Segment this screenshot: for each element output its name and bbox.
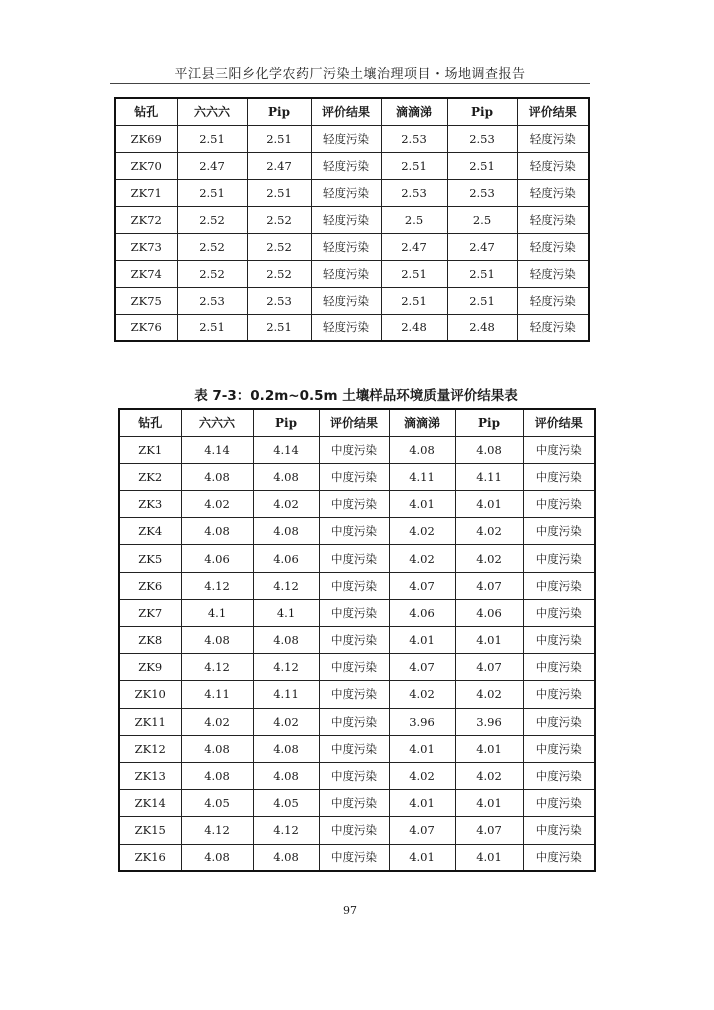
table-cell: 中度污染 [319, 627, 389, 654]
table-cell: 4.07 [389, 817, 455, 844]
table-cell: 中度污染 [523, 627, 595, 654]
table-cell: 中度污染 [523, 654, 595, 681]
table-cell: ZK10 [119, 681, 181, 708]
table-row [115, 314, 589, 341]
table-cell: 4.06 [181, 545, 253, 572]
table-cell: 4.02 [455, 681, 523, 708]
header-cell: 六六六 [181, 409, 253, 436]
table-row [115, 206, 589, 233]
table-cell: ZK9 [119, 654, 181, 681]
header-cell: Pip [455, 409, 523, 436]
header-cell: 六六六 [177, 98, 247, 125]
table-cell: 4.02 [455, 545, 523, 572]
table-cell: ZK3 [119, 491, 181, 518]
table-cell: 中度污染 [319, 654, 389, 681]
table-cell: 2.48 [381, 314, 447, 341]
table-row [119, 790, 595, 817]
table-cell: 2.51 [177, 125, 247, 152]
table-row [119, 572, 595, 599]
table-cell: 4.02 [253, 708, 319, 735]
table-cell: 4.02 [389, 681, 455, 708]
table-cell: 中度污染 [523, 599, 595, 626]
table-cell: 轻度污染 [517, 206, 589, 233]
table-header-row [119, 409, 595, 436]
table-cell: ZK16 [119, 844, 181, 871]
table-row [119, 599, 595, 626]
table-cell: 2.51 [447, 152, 517, 179]
header-cell: 评价结果 [523, 409, 595, 436]
table-row [119, 545, 595, 572]
table-cell: 4.01 [389, 844, 455, 871]
table-cell: 4.05 [181, 790, 253, 817]
table-cell: 中度污染 [523, 518, 595, 545]
table-cell: ZK72 [115, 206, 177, 233]
table-cell: 2.51 [381, 152, 447, 179]
table-cell: 中度污染 [319, 681, 389, 708]
table-cell: ZK74 [115, 260, 177, 287]
table-cell: ZK70 [115, 152, 177, 179]
table-cell: 中度污染 [523, 681, 595, 708]
table-cell: 2.51 [447, 260, 517, 287]
table-cell: 4.11 [253, 681, 319, 708]
table-cell: ZK4 [119, 518, 181, 545]
table-cell: 4.02 [253, 491, 319, 518]
table-cell: 中度污染 [319, 545, 389, 572]
table-cell: 轻度污染 [517, 260, 589, 287]
table-cell: 4.01 [389, 627, 455, 654]
table-cell: 4.08 [181, 518, 253, 545]
table-row [119, 627, 595, 654]
table-header-row [115, 98, 589, 125]
table-cell: 2.53 [381, 179, 447, 206]
table-row [119, 762, 595, 789]
header-cell: 评价结果 [311, 98, 381, 125]
table-cell: 中度污染 [319, 708, 389, 735]
table-cell: 中度污染 [523, 762, 595, 789]
table-cell: 2.51 [177, 314, 247, 341]
table-cell: 4.01 [389, 491, 455, 518]
table-cell: 4.02 [389, 518, 455, 545]
table-cell: 4.06 [389, 599, 455, 626]
table-cell: 4.05 [253, 790, 319, 817]
table-cell: 4.11 [181, 681, 253, 708]
table-cell: 4.08 [253, 463, 319, 490]
table-cell: 轻度污染 [311, 314, 381, 341]
page-number: 97 [343, 904, 357, 917]
table-cell: ZK73 [115, 233, 177, 260]
table-cell: ZK14 [119, 790, 181, 817]
table-cell: 4.12 [181, 817, 253, 844]
header-cell: Pip [247, 98, 311, 125]
table-cell: 4.07 [389, 654, 455, 681]
header-cell: Pip [447, 98, 517, 125]
table-cell: 4.08 [181, 844, 253, 871]
table-cell: 3.96 [389, 708, 455, 735]
table-cell: 4.02 [389, 762, 455, 789]
table-cell: 中度污染 [319, 599, 389, 626]
table-cell: 轻度污染 [517, 152, 589, 179]
table-cell: ZK69 [115, 125, 177, 152]
table-cell: ZK13 [119, 762, 181, 789]
header-cell: 评价结果 [319, 409, 389, 436]
table-cell: 4.01 [389, 790, 455, 817]
table-row [119, 817, 595, 844]
table-cell: 4.08 [181, 762, 253, 789]
header-cell: 滴滴涕 [381, 98, 447, 125]
table-cell: 2.51 [177, 179, 247, 206]
table-cell: 4.08 [253, 844, 319, 871]
table-cell: ZK12 [119, 735, 181, 762]
table-cell: 4.12 [253, 817, 319, 844]
table-cell: 4.08 [455, 436, 523, 463]
table-cell: 2.47 [247, 152, 311, 179]
table-cell: 2.51 [247, 125, 311, 152]
table-cell: 4.06 [253, 545, 319, 572]
table-cell: 4.02 [389, 545, 455, 572]
table-cell: 4.08 [253, 762, 319, 789]
table-cell: 4.14 [181, 436, 253, 463]
table-cell: 中度污染 [319, 463, 389, 490]
table-cell: 轻度污染 [517, 314, 589, 341]
table-cell: 4.12 [181, 654, 253, 681]
table-cell: 2.47 [177, 152, 247, 179]
page-header-title: 平江县三阳乡化学农药厂污染土壤治理项目・场地调查报告 [174, 67, 526, 82]
table-cell: 2.52 [247, 233, 311, 260]
table-cell: 轻度污染 [517, 233, 589, 260]
table-body [115, 125, 589, 341]
table-cell: 中度污染 [523, 844, 595, 871]
table-cell: ZK5 [119, 545, 181, 572]
header-cell: 滴滴涕 [389, 409, 455, 436]
table-cell: 中度污染 [523, 436, 595, 463]
table-cell: 4.02 [181, 491, 253, 518]
table-row [115, 125, 589, 152]
table-cell: 4.07 [389, 572, 455, 599]
table-row [119, 844, 595, 871]
table-cell: 4.02 [455, 762, 523, 789]
header-rule [110, 83, 590, 84]
table-cell: 轻度污染 [517, 179, 589, 206]
table-cell: 2.52 [247, 260, 311, 287]
table-cell: 2.53 [177, 287, 247, 314]
table-cell: 2.5 [447, 206, 517, 233]
table-cell: 4.01 [455, 790, 523, 817]
table-cell: 中度污染 [523, 463, 595, 490]
table-cell: ZK76 [115, 314, 177, 341]
soil-evaluation-table-7-3 [118, 408, 596, 872]
table-row [119, 735, 595, 762]
table-cell: 4.01 [389, 735, 455, 762]
table-cell: 2.53 [247, 287, 311, 314]
table-row [119, 708, 595, 735]
table-cell: ZK11 [119, 708, 181, 735]
table-cell: 中度污染 [523, 708, 595, 735]
table-cell: 4.08 [253, 518, 319, 545]
table-cell: 4.07 [455, 817, 523, 844]
table-cell: 中度污染 [319, 790, 389, 817]
table-cell: 轻度污染 [311, 179, 381, 206]
table-cell: 轻度污染 [311, 125, 381, 152]
table-cell: 2.52 [177, 260, 247, 287]
table-row [115, 287, 589, 314]
table-cell: 轻度污染 [517, 287, 589, 314]
table-cell: 中度污染 [319, 491, 389, 518]
header-cell: 评价结果 [517, 98, 589, 125]
table-cell: 2.5 [381, 206, 447, 233]
table-cell: 4.11 [389, 463, 455, 490]
table-cell: ZK71 [115, 179, 177, 206]
table-cell: 4.08 [181, 463, 253, 490]
table-cell: 中度污染 [319, 844, 389, 871]
table-cell: 4.12 [181, 572, 253, 599]
table-row [119, 436, 595, 463]
table-cell: 中度污染 [523, 572, 595, 599]
table-cell: 4.06 [455, 599, 523, 626]
table-cell: 2.48 [447, 314, 517, 341]
table-cell: ZK15 [119, 817, 181, 844]
table-cell: 中度污染 [523, 545, 595, 572]
table-cell: 4.02 [455, 518, 523, 545]
table-cell: 4.14 [253, 436, 319, 463]
table-cell: 4.12 [253, 654, 319, 681]
table-cell: 轻度污染 [517, 125, 589, 152]
table-cell: 2.53 [381, 125, 447, 152]
header-cell: 钻孔 [115, 98, 177, 125]
table-cell: ZK75 [115, 287, 177, 314]
table-cell: 2.51 [381, 260, 447, 287]
table-cell: 4.12 [253, 572, 319, 599]
table-cell: 4.01 [455, 627, 523, 654]
table-cell: 轻度污染 [311, 287, 381, 314]
table-row [115, 233, 589, 260]
table-row [115, 260, 589, 287]
table-cell: 4.1 [253, 599, 319, 626]
table-caption: 表 7-3：0.2m~0.5m 土壤样品环境质量评价结果表 [194, 388, 518, 404]
table-row [119, 518, 595, 545]
table-cell: 4.1 [181, 599, 253, 626]
table-row [119, 463, 595, 490]
table-cell: 2.53 [447, 179, 517, 206]
table-cell: 4.08 [181, 627, 253, 654]
table-cell: 轻度污染 [311, 233, 381, 260]
table-body [119, 436, 595, 871]
table-cell: 4.08 [181, 735, 253, 762]
table-cell: 中度污染 [319, 518, 389, 545]
table-cell: 2.47 [447, 233, 517, 260]
table-cell: 4.07 [455, 572, 523, 599]
header-cell: 钻孔 [119, 409, 181, 436]
table-cell: 2.52 [177, 233, 247, 260]
table-cell: ZK1 [119, 436, 181, 463]
table-cell: ZK6 [119, 572, 181, 599]
header-cell: Pip [253, 409, 319, 436]
table-cell: 中度污染 [319, 762, 389, 789]
table-cell: 中度污染 [319, 817, 389, 844]
table-cell: 中度污染 [523, 491, 595, 518]
table-row [115, 179, 589, 206]
table-cell: ZK2 [119, 463, 181, 490]
table-cell: 4.01 [455, 491, 523, 518]
table-cell: 中度污染 [319, 436, 389, 463]
table-cell: 中度污染 [523, 790, 595, 817]
table-cell: 轻度污染 [311, 152, 381, 179]
table-cell: 4.08 [253, 627, 319, 654]
table-cell: 4.07 [455, 654, 523, 681]
table-cell: 轻度污染 [311, 206, 381, 233]
table-cell: 4.01 [455, 844, 523, 871]
table-row [115, 152, 589, 179]
table-cell: 2.53 [447, 125, 517, 152]
table-cell: ZK8 [119, 627, 181, 654]
table-cell: 2.51 [447, 287, 517, 314]
table-cell: 2.47 [381, 233, 447, 260]
table-cell: 2.52 [177, 206, 247, 233]
table-cell: 4.11 [455, 463, 523, 490]
table-cell: 2.52 [247, 206, 311, 233]
table-row [119, 491, 595, 518]
table-cell: 中度污染 [523, 735, 595, 762]
table-cell: 4.08 [389, 436, 455, 463]
table-row [119, 681, 595, 708]
table-cell: 2.51 [247, 314, 311, 341]
table-cell: 3.96 [455, 708, 523, 735]
table-cell: 中度污染 [319, 572, 389, 599]
soil-evaluation-table-continued [114, 97, 590, 342]
table-cell: 2.51 [247, 179, 311, 206]
table-row [119, 654, 595, 681]
table-cell: 中度污染 [319, 735, 389, 762]
table-cell: 4.08 [253, 735, 319, 762]
table-cell: 4.02 [181, 708, 253, 735]
table-cell: 4.01 [455, 735, 523, 762]
table-cell: ZK7 [119, 599, 181, 626]
table-cell: 2.51 [381, 287, 447, 314]
table-cell: 轻度污染 [311, 260, 381, 287]
table-cell: 中度污染 [523, 817, 595, 844]
